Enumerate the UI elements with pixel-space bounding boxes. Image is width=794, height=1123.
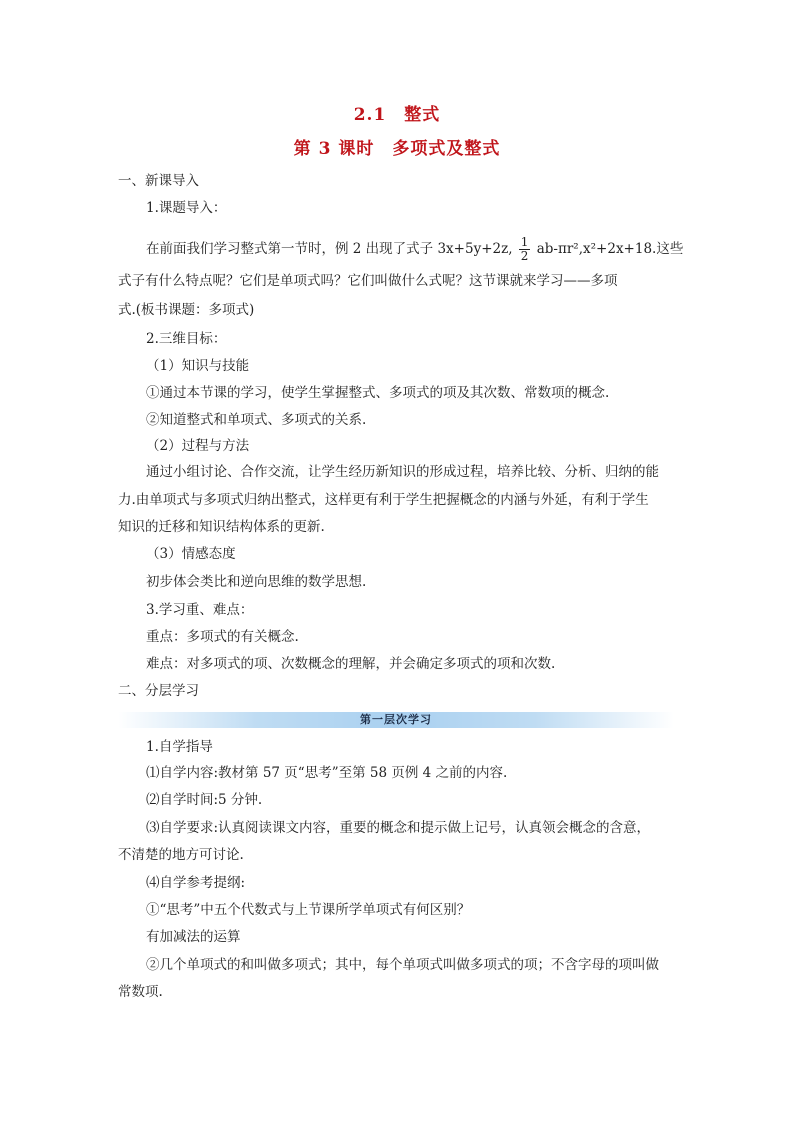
fraction-one-half	[519, 236, 531, 263]
self-study-guide-heading: 1.自学指导	[146, 739, 213, 755]
goal-knowledge-heading: （1）知识与技能	[146, 358, 250, 374]
level-banner-label: 第一层次学习	[360, 713, 432, 726]
intro-paragraph-line3: 式.(板书课题：多项式)	[118, 302, 255, 318]
goal-process-heading: （2）过程与方法	[146, 438, 250, 454]
fraction-numerator: 1	[520, 235, 529, 249]
self-study-requirements-line2: 不清楚的地方可讨论.	[118, 847, 244, 863]
level-banner	[118, 712, 674, 728]
intro-heading: 1.课题导入：	[146, 200, 227, 216]
self-study-requirements-line1: ⑶自学要求:认真阅读课文内容，重要的概念和提示做上记号，认真领会概念的含意，	[146, 820, 651, 836]
goal-knowledge-item2: ②知道整式和单项式、多项式的关系.	[146, 412, 367, 428]
lesson-title: 2.1 整式	[353, 105, 441, 125]
lesson-subtitle: 第 3 课时 多项式及整式	[293, 139, 501, 159]
fraction-denominator: 2	[520, 249, 529, 263]
key-points-heading: 3.学习重、难点：	[146, 602, 254, 618]
goals-heading: 2.三维目标：	[146, 331, 227, 347]
goal-process-line3: 知识的迁移和知识结构体系的更新.	[118, 519, 325, 535]
difficult-point: 难点：对多项式的项、次数概念的理解，并会确定多项式的项和次数.	[146, 656, 556, 672]
goal-process-line2: 力.由单项式与多项式归纳出整式，这样更有利于学生把握概念的内涵与外延，有利于学生	[118, 492, 649, 508]
self-study-content: ⑴自学内容:教材第 57 页“思考”至第 58 页例 4 之前的内容.	[146, 765, 508, 781]
outline-question2-line1: ②几个单项式的和叫做多项式；其中，每个单项式叫做多项式的项；不含字母的项叫做	[146, 957, 659, 973]
self-study-time: ⑵自学时间:5 分钟.	[146, 792, 263, 808]
outline-question2-line2: 常数项.	[118, 984, 163, 1000]
goal-process-line1: 通过小组讨论、合作交流，让学生经历新知识的形成过程，培养比较、分析、归纳的能	[146, 464, 659, 480]
section-heading-intro: 一、新课导入	[118, 173, 199, 189]
intro-text-part2: ab-πr²,x²+2x+18.这些	[536, 241, 684, 257]
self-study-outline-heading: ⑷自学参考提纲:	[146, 875, 246, 891]
outline-question1: ①“思考”中五个代数式与上节课所学单项式有何区别？	[146, 902, 471, 918]
intro-paragraph-line2: 式子有什么特点呢？它们是单项式吗？它们叫做什么式呢？这节课就来学习——多项	[118, 273, 618, 289]
section-heading-layered: 二、分层学习	[118, 683, 199, 699]
intro-paragraph-line1	[146, 236, 683, 263]
intro-text-part1: 在前面我们学习整式第一节时，例 2 出现了式子 3x+5y+2z,	[146, 241, 513, 257]
goal-attitude-heading: （3）情感态度	[146, 546, 236, 562]
key-point: 重点：多项式的有关概念.	[146, 629, 299, 645]
goal-knowledge-item1: ①通过本节课的学习，使学生掌握整式、多项式的项及其次数、常数项的概念.	[146, 385, 610, 401]
goal-attitude-line1: 初步体会类比和逆向思维的数学思想.	[146, 574, 367, 590]
outline-answer1: 有加减法的运算	[146, 929, 241, 945]
